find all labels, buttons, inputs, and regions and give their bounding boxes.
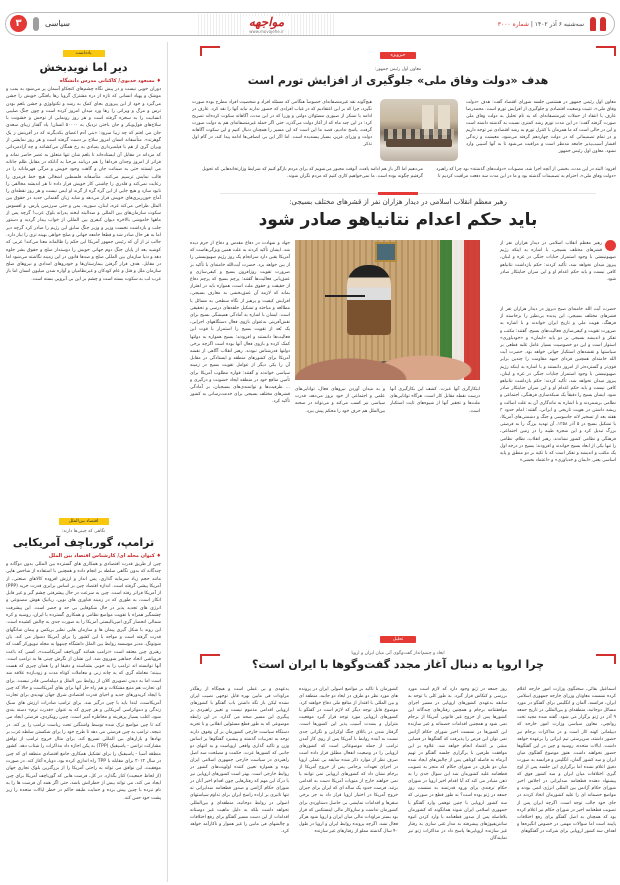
lead-story-kicker: رهبر معظم انقلاب اسلامی در دیدار هزاران نفر از قشرهای مختلف بسیجی: xyxy=(289,198,507,206)
economy-byline: ♦ کیوان محله ای/ کارشناس اقتصاد بین الملل xyxy=(48,553,161,559)
analysis-headline: چرا اروپا به دنبال آغاز مجدد گفت‌وگوها با ایران است؟ xyxy=(251,658,545,671)
frame-corner-left xyxy=(200,654,220,664)
economy-body: چین از طریق قدرت اقتصادی و همکاری های گسترده بین المللی بدون دوگانه و چندگانه که بدون نگاهی سلطه بر انجام داده و همچنین با استفاده از شاخص هایی مانند حجم زیاد سرمایه گذاری، پس انداز و ارزش افزوده کالاهای صنعتی، از آمریکا پیشی گرفته است. اندازه اقتصاد چین بر اساس برابری قدرت خرید (PPP) از آمریکا فراتر رفته است. چین به سرعت در حال پیشرفتی چشم گیر و غیر قابل انکار است، به طوری که در زمینه فناوری های نوین، رباتیک هوش مصنوعی و انرژی های تجدید پذیر در حال شکوفایی بی حد و حصر است. این پیشرفت چشمگیر همراه با تقویت مواضع نظامی و همکاری گسترده با ایران، روسیه و کره شمالی انحصار گری امپریالیستی آمریکا را به صورت جدی به چالش کشیده است. این روند با شکل گیری پیمان ها و سازمان هایی نظیر بریکس و پیمان شانگهای قدرت گرفته است و مواجه با این کشور را برای آمریکا دشوار می کند. یان شوتونگ، مدیر موسسه روابط بین الملل دانشگاه چینهوا به مجله نیویورکر گفت که رهبری چین معتقد است «ترامپ همانند گورباچف آمریکاست»، کسی که باعث فروپاشی اتحاد جماهیر شوروی شد. این نشان از نگرش چینی ها به ترامپ است. آنها توانسته اند ترامپ را به خوبی بشناسند و دقیقا او را همان چیزی که هست ببینند؛ معامله گری که به چانه زنی و معاملات کوتاه مدت و زودبازده علاقه مند است اما به دیدن تصویری کلان از روابط بین الملل و دیپلماسی قادر نیست. برای او، تجارت هم منبع مشکلات و هم راه حل آنها برای بقای آمریکاست و حالا که چین با ایجاد کریدورهای جدید و احیای قدرت اقتصادی شرق جهان تهدیدی برای تجارت آمریکاست، ابتدا باید با چین درگیر شد. برای ترامپ صادرات ارزش های سبک زندگی و دموکراسی آمریکایی و هر چیزی که به عنوان «قدرت نرم» دسته بندی شود، اغلب بسیار پرهزینه و مخاطره آمیز است. چنین رویکردی، فرصتی ایجاد می کند تا چین مواضع ترک شده توسط واشنگتن تحت ریاست ترامپ را پر کند. در نتیجه، ترامپ به چین فرصتی می دهد تا طرح خود را برای شکستن سلطه غرب بر نهادها و بازارهای بین المللی تسریع کند. برای مثال خروج ترامپ از توافق مشارکت ترانس - پاسیفیک (TPP) به پکن اجازه داد مذاکرات را شتاب دهد. کشور منطقه آسیا - پاسیفیک را برای تشکیل همکاری جامع اقتصادی منطقه ای که چین در سال ۲۰۱۲ برای مقابله با TPP راه اندازی کرده بود، دوباره آغاز کند. در صورت موفقیت، این توافق می تواند به راحتی آمریکا را از بزرگترین بلوک تجاری جهان (از لحاظ جمعیت) کنار بگذارد. در کل، فرصت هایی که گورباچف آمریکا برای چین ایجاد می کند، می تواند بیش از خطراتش باشد، حتی اگر همه آن فرصت ها را به نام نبرده با چنین پیش برده و حمایت طبقه حاکم در خطر ایالات متحده را زیر پشت خود حس کند. xyxy=(6,562,161,801)
section-emblem-icon xyxy=(33,17,39,31)
meeting-photo xyxy=(380,99,458,161)
top-story-columns xyxy=(190,99,616,163)
microphone xyxy=(325,295,365,297)
newspaper-logo[interactable]: مواجهه xyxy=(243,16,290,29)
news-tag: خبرویژه xyxy=(380,52,416,59)
frame-corner-right xyxy=(596,46,616,56)
economy-title: ترامپ، گورباچف آمریکایی xyxy=(12,536,155,549)
economy-subkicker: نگاهی که چینی‌ها دارند: xyxy=(61,529,106,534)
top-story-bottom xyxy=(190,166,616,180)
note-title: دیر اما نویدبخش xyxy=(39,61,128,74)
page-number-badge: ۳ xyxy=(10,15,27,32)
economy-article xyxy=(6,518,161,861)
top-news-story xyxy=(180,42,616,192)
lead-story-col-1: حضرت آیت الله خامنه‌ای صبح دیروز در دیدار هزاران نفر از قشرهای مختلف بسیجی، این پدیده بی‌نظیر را برخاسته از فرهنگ، هویت ملی و تاریخ ایران خواندند و با اشاره به ضرورت تقویت و کیفی‌سازی فعالیت‌های بسیج، گفتند: مکتب و تفکر و اندیشه بسیجی بر دو پایه «ایمان» و «خودباوری» استوار است و این دو خصوصیت بسیار عامل غلبه قطعی بر سیاستها و نقشه‌های استکبار جهانی خواهد بود. حضرت آیت الله خامنه‌ای همچنین فردای جبهه مقاومت را چندین برابر قوی‌تر و گسترده‌تر از امروز دانستند و با اشاره به اینکه رژیم صهیونیستی با وجود استمرار جنایات جنگی در غزه و لبنان، پیروز میدان نخواهد شد، تأکید کردند: حکم بازداشت نتانیاهو کافی نیست و باید حکم اعدام او و این سران جنایتکار صادر شود. ایشان بسیج را دقیقاً یک شبکه‌سازی فرهنگی، اجتماعی و نظامی برشمردند و با اشاره به ماندگاری آن به علت اصالت و ریشه داشتن در هویت تاریخی و ایرانی، گفتند: امام حدود ۳ هفته بعد از تسخیر لانه جاسوسی و جنگ و دشمنی‌های آمریکا، با تشکیل بسیج در ۵ آذر ۱۳۵۸، آن تهدید بزرگ را به فرصتی بزرگ تبدیل کرد و این شجره طیبه را در زمین اجتماعی، فرهنگی و نظامی کشور نشاندند. رهبر انقلاب، نظام، نظامی را تنها یکی از ابعاد بسیج خواندند و افزودند: بسیج در درجه اول یک مکتب و اندیشه و تفکر است که با تکیه بر دو منطق و پایه اساسی یعنی «ایمان و خدباوری» و «اعتماد بخشی» xyxy=(500,307,616,464)
lead-story-col-4: جهاد و شهادت در دفاع مقدس و دفاع از حرم دیده شد. ایشان تأکید کردند به علت همین ویژگی‌هاست که آمریکا یقین دارد سرانجام یک روز رژیم صهیونیستی را از بین خواهد برد. حضرت آیت‌الله خامنه‌ای با تأکید بر ضرورت تقویت روزافزون بسیج و کیفی‌سازی و عمق‌یابی فعالیت‌ها گفتند: پرچم بسیج که پرچم دفاع از حقیقت و حقوق ملت است، همواره باید در اهتزاز بماند که لازمه آن عمق‌بخشی به معارف بسیجی، افزایش کیفیت و پرهیز از نگاه سطحی به مسائل با مطالعه و مباحثه و تشکیل حلقه‌های درسی و تحقیقی است. ایشان با اشاره به آمادگی همیشگی بسیج برای نقش‌آفرینی به‌عنوان بازوی فعال دستگاههای اجرایی، یک بُعد از تقویت بسیج را استمرار با قوت این فعالیت‌ها دانستند و افزودند: بسیج همواره به دولتها کمک کرده و بازوی فعال آنها بوده است اگرچه برخی دولتها قدرشناس نبودند. رهبر انقلاب آگاهی از نقشه آمریکا برای کشورهای منطقه و ایستادگی در مقابل آن را یکی دیگر از عوامل تقویت بسیج در زمینه سیاسی خواندند و گفتند: قواره مطلوب آمریکا برای تأمین منافع خود در منطقه ایجاد خشونت و درگیری و ... ظرفیت‌ها و توانمندی‌های بسیجیان، بر آمادگی قشرهای مختلف بسیجی برای خدمت‌رسانی به کشور تأکید کرد. xyxy=(190,241,290,405)
speaker-figure xyxy=(347,265,391,335)
section-divider-accent xyxy=(378,192,418,195)
left-column xyxy=(0,42,168,882)
frame-corner-right xyxy=(596,654,616,664)
lead-story-intro: رهبر معظم انقلاب اسلامی در دیدار هزاران نفر از قشرهای مختلف بسیجی، با اشاره به اینکه رژیم صهیونیستی با وجود استمرار جنایات جنگی در غزه و لبنان، پیروز میدان نخواهد شد، تأکید کردند: حکم بازداشت نتانیاهو کافی نیست و باید حکم اعدام او و این سران جنایتکار صادر شود. xyxy=(500,241,616,283)
masthead xyxy=(5,12,615,36)
analysis-col-3: کشورمان با تاکید بر مواضع اصولی ایران در پرونده های مورد نظر دو طرف در ابعاد دو جانبه، منطقه ای و بین المللی با اقتدار از منافع ملی دفاع خواهند کرد. موضوع قابل توجه دیگر که لازم است در گفتگو با کشورهای اروپایی مورد توجه قرار گیرد موقعیت متزلزل و بشدت آسیب پذیر این کشورها است. گرفتار شدن در باتلاق جنگ اوکراین و نگرانی جدی نسبت به آینده روابط با آمریکا پس از روی کار آمدن ترامپ از جمله موضوعاتی است که کشورهای اروپایی را در وضعیت انفعال مطلق قرار داده است صرف نظر از موارد ذکر شده سابقه بی عملی اروپا در اجرای تعهدات برجامی پس از خروج آمریکا از برجام نشان داد که کشورهای اروپایی نمی توانند یا نمی خواهند خارج از منویات آمریکا دست به اقدامی بزنند. فرصت حدود یک ساله ای که ایران برای جبران خروج آمریکا در اختیار اروپا قرار داد به جز برخی سفرها و اقدامات نمایشی بی حاصل دستاوردی برای کشورمان نداشت و سازوکار مالی اینستکس که قرار بود بستر مراودات مالی میان ایران و اروپا شود هرگز فعال نشد. اگرچه پرونده روابط ایران و اروپا در طول ۴۰ سال گذشته مملو از رفتارهای غیر سازنده xyxy=(299,687,398,834)
leader-photo xyxy=(295,240,480,380)
lead-story-headline: باید حکم اعدام نتانیاهو صادر شود xyxy=(258,210,538,230)
lead-intro-icon xyxy=(605,240,616,251)
analysis-col-2: روز جمعه در ژنو وجود دارد که لازم است مورد بررسی و کنکاش قرار گیرد. به طور کلی با توجه به سابقه بدعهدی کشورهای اروپایی در مسیر اجرای موافقتنامه برجام و همچنین رفتارهای چندگانه این کشورها پس از خروج غیر قانونی آمریکا از برجام نمی شود و همچنین اقدامات خصمانه و غیر سازنده این کشورها در نشست اخیر شورای حکام آژانس نمی توان این فرض را پذیرفت که گفتگوها در فضایی مبتنی بر اعتماد انجام خواهد شد. علاوه بر این موافقت طرفین با برگزاری جلسه گفتگو در تهیم آنرماه به فاصله کوتاهی پس از چالش‌های ایجاد شده میان دو طرف در شورای حکام که منجر به تصویب قطعنامه علیه کشورمان شد این سوال جدی را به ذهن متبادر می کند که آیا اقدام اخیر اروپا در شورای حکام ترفندی برای ورود قدرتمند به نشست روز جمعه در ژنو بوده است؟ به طور قطع در صورتی که سه کشور اروپایی با چنین توهمی وارد گفتگو با جمهوری اسلامی ایران شوند همانگونه که کشورمان بلافاصله پس از صدور قطعنامه با وارد کردن انبوه سانتریفیوژهای پیشرفته به مدار غنی سازی به رفتار غیر سازنده اروپایی‌ها پاسخ داد در مذاکرات ژنو نیز نمایندگان xyxy=(408,687,507,841)
analysis-col-1: اسماعیل بقائی، سخنگوی وزارت امور خارجه اعلام کرده نشست معاونان وزرای خارجه جمهوری اسلامی ایران، فرانسه، آلمان و انگلیس برای گفتگو در مورد مسائل دوجانبه، منطقه‌ای و بین‌المللی در تاریخ جمعه ۹ آذر در ژنو برگزار می شود. گفته شده مجید تخت روانچی، معاون سیاسی وزارت امور خارجه که دیپلماتی کهنه کار است و در مذاکرات برجام نیز حضور داشته، سرپرستی تیم ایرانی را برعهده خواهد داشت. ایالات متحده، روسیه و چین در این گفتگوها حضور نخواهند داشت. هنوز موضوع گفتگوی میان ایران و سه کشور آلمان، انگلیس و فرانسه به صورت دقیق اعلام نشده اما برگزاری این جلسه پس از اوج گیری اختلافات میان ایران و سه کشور فوق که پیشنهاد دهنده قطعنامه ضدایرانی در اجلاس اخیر شورای حکام آژانس بین المللی انرژی اتمی بودند و مواضع خصمانه ای را علیه کشورمان اتخاذ کردند در جای خود جالب توجه است. اگرچه ایران پس از تصویب قطعنامه اخیر در شورای حکام نیز اعلام کرده بود که همچنان به اصل گفتگو برای رفع اختلافات پایبند است اما سوالات مهمی در خصوص انگیزه‌ها و اهداف سه کشور اروپایی برای شرکت در گفتگوهای xyxy=(517,687,616,834)
issue-date: سه‌شنبه ۶ آذر ۱۴۰۲ | شماره ۳۰۰۰ xyxy=(497,20,584,28)
analysis-story xyxy=(180,636,616,885)
newspaper-emblem-icon xyxy=(590,16,606,32)
top-story-wide-right: افزود: البته در این مدت، بخشی از آنچه اجرا شد، مصوبات «دولت‌های گذشته» بود چرا که راهبرد «دولت وفاق ملی»، احترام به تصمیمات گذشته بود و ما در این مدت سه دفعت مراقبت کردیم تا xyxy=(436,167,616,179)
analysis-col-4: بدعهدی و بی عملی است و هیچگاه از رهگذر مراودات فی مابین بهره قابل توجهی نصیب ایران نشده لیکن باز نگه داشتن باب گفتگو با کشورهای اروپایی اقدامی مذموم نیست و تغییر راهبردی بر پیگیری این مسیر صحه می گذارد. در این رابطه موضوعی که به طور قطع مسئولین انقلابی و با تجربه دستگاه سیاست خارجی کشورمان بر آن وقوف دارند توجه به تجربیات گذشته و پیشبرد گفتگوها بر اساس وزن و تاکید گذاری واقعی اروپاست و به انتهای دو جانبی که کشورها عزت، حکمت و مصلحت سه اصل راهبردی در سیاست خارجی جمهوری اسلامی ایران بوده و همواره تعیین کننده اولویت‌های کشور در روابط خارجی است. بهتر است کشورهای اروپایی نیز با درک این مهم که رفتارهایی چون اقدام اخیر آنان در شورای حکام آژانس و صدور قطعنامه ضدایرانی نه تنها تاثیری بر اراده راسخ ایران برای تداوم سیاستهای اصولی در روابط دوجانبه، منطقه‌ای و بین‌المللی نخواهد داشت بلکه به دلیل ماهیت غیر دوستانه اقدامات از این دست مسیر گفتگو برای رفع اختلافات و چالشهای فی مابین را غیر هموار و ناکارآمد خواهد کرد. xyxy=(190,687,289,834)
note-body: دوران خوبی نیست و در پیش نگاه چشم‌های کنجکاو آسمان پر می‌شود به بمب و موشک و پهپاد انسانی که تازه از دره مشترک گرویا رها یافتگی خویش را جشن می‌گیرد و خود از این پیروزی بجای کمک به رشد و تکنولوژی و جشن بلغم بودن ترس و مرگ و ویرانی را رها ورد میدان امروز کرده است و چون جنگ صلیبی انسانیت را به سخره گرفته است و هر روز رونمایی از توحش و خشونت با سلاح‌های فول‌ویکر و جان باختن نزدیک به ۵۰۰۰۰ انسان! یاد گفتار زیبای سعدی جان می افتم که چه زیبا سرود: «بنی آدم اعضای یکدیگرند که در آفرینش ز یک گوهرند». متأسفانه انسان امروز سلاح بر دست گرفته است و هر روز نمایشی از ویران گری از هم با فیلمبرداری یمیادی به رخ همگان می‌کشانند و چه آزادمردانی که مردانه در مقابل آن ایستاده‌اند تا بلغم شان تنها متعلق به عصر حاضر نماند و فراتر از امروز وجدان فرداها را هم دریابند مرحبا به آنانکه در مقابل ظلم جانانه می ایستند حتی به ضمانت جان و گاهت وجود خویش و مرگی قهرمانانه را در قالب نمایش ترسیم می‌کنند. متأسفانه فلسطین اشغالی هیچ خط قرمزی را رعایت نمی‌کند و قلدری را چاشنی کار خویش قرار داده تا هر اندیشه مخالفی را نابود سازد و هیچ جایی از این گره گره از گزند او ایمن نیست و هر روز نقطه‌ای را آماج خون‌ریزی‌های خویش قرار می‌دهد و شاید زبان گفتمانی جدید در حقوق بین الملل طراحی می‌کند غزه، لبنان، سوریه، یمن و حتی سرزمین پارس. و افسوس سکوت سازمان‌های بین المللی و صدالبته لبخند پدرانه بلوک غرب! گرچه پس از ماهها خاموشی بالاخره دیوان کیفری بین المللی از خواب بیدار گردید و دستور جلب و بازداشت نخست وزیر و وزیر جنگ سابق این رژیم را صادر کرد گرچه دیر اما به هر حال صادر شد و قطعا جامعه جهانی و صلح خواهی بهینه تری را نیاز دارد. جالب تر از آن که رئیس جمهور آمریکا این حکم را ظالمانه معنا می‌کند! غربی که کوشید بعد از پایان جنگ دوم جهانی خویش را دوستدار صلح و حقوق بشر جلوه دهد و دنیا سازمان بین المللی صلح و صدها قانون در این زمینه نگاشته می‌شود اما در مقابل. هدف قرار گرفتن بیمارستان‌ها و خودروهای امدادی و نیروهای صلح سازمان ملل و قتل و عام کودکان و غیرنظامیان و آواره شدن میلیون انسان اما باز غرب لب به سکوت بسته است و چشم بر این بی آبرویی بسته است. xyxy=(6,87,161,282)
page-section-block xyxy=(10,15,70,32)
economy-kicker-tag: اقتصاد بین‌الملل xyxy=(59,518,109,525)
issue-number: شماره ۳۰۰۰ xyxy=(497,20,529,28)
top-story-wide-left: می‌دهیم اما اگر باز هم ادامه یافت، آنوقت مجبور می‌شویم که برای مردم بازگو کنیم که شرایط وزارتخانه‌هایی که تحویل گرفتیم چگونه بوده است. ما نمی‌خواهیم کاری کنیم که مردم نگران شوند. xyxy=(201,167,423,179)
lead-story-col-3: و به میدان آوردن نیروهای فعال، توانایی‌های علمی و اجتماعی از خود بروز می‌دهد، قدرت سیاسی نیز کسب می‌کند و می‌تواند در صحنه بین‌الملل هم حرف خود را محکم پیش ببرد. xyxy=(295,387,385,414)
lead-story xyxy=(180,198,616,628)
top-story-col-left: هیچ‌گونه نقد غیرمنصفانه‌ای خصوصاً هنگامی که مسئله افراد و شخصیت افراد مطرح بوده صورت نگیرد، چرا که بر این اعتقادیم که در غیاب افرادی که حضور ندارند نباید آنها را نقد کرد. عارف در ادامه با تشکر از صبوری مسئولان دولتی و وزرا که در این مدت، آگاهانه سکوت کرده‌اند تصریح کرد: در این چند ماه که از آغاز دولت می‌گذرد، حتی اگر حمله غیرمنصفانه‌ای هم به دولت صورت گرفت، پاسخ ندادیم، قصد ما این است که این مسیر را همچنان دنبال کنیم و این سکوت آگاهانه دولت و وزرای عزیز، بسیار پسندیده است. اما اگر این بی انصافی‌ها ادامه پیدا کند، در گام اول تذکر xyxy=(192,100,372,147)
logo-block[interactable] xyxy=(198,14,335,35)
analysis-columns xyxy=(190,686,616,885)
note-article xyxy=(6,50,161,510)
note-byline: ♦ مسعود خدیوی/ کاکتانی مدرس دانشگاه xyxy=(59,78,161,84)
analysis-kicker: ابعاد و چشم‌انداز گفت‌وگوی آتی میان ایران و اروپا xyxy=(351,651,445,656)
lead-story-col-2: ابتکارگری آنها عبرت. کشف این بکارگیری آنها درست نقطه مقابل کار است. هرگاه توانایی‌های ملت‌ها و تحقیر آنها از شیوه‌های ثابت استکبار است. xyxy=(390,387,480,414)
note-kicker-tag: یادداشت xyxy=(63,50,105,57)
top-story-col-right: معاون اول رئیس جمهور در هشتمین جلسه شورای اقتصاد گفت: هدف «دولت وفاق ملی»، تثبیت وضعیت اقتصادی و جلوگیری از افزایش تورم است. محمدرضا عارف با انتقاد از حملات غیرمنصفانه‌ای که به نام تحلیل به دولت وفاق ملی صورت گرفته گفت: در این مدت تورم رشد کمتری نسبت به گذشته داشته است و این در حالی است که ما همزمان با کنترل تورم به رشد اقتصادی نیز توجه داریم و در تمام تصمیماتی که در دولت چهاردهم گرفته می‌شود، معیشت و زندگی اقشار آسیب‌پذیر جامعه مدنظر است و مراقبت می‌شود تا به آنها آسیبی وارد نشود. معاون اول رئیس جمهور xyxy=(466,100,616,154)
section-name: سیاسی xyxy=(45,19,70,28)
crowd xyxy=(295,330,480,380)
frame-corner-left xyxy=(200,46,220,56)
masthead-date-block xyxy=(498,16,606,32)
lead-story-columns xyxy=(180,240,616,628)
portrait-frame xyxy=(375,242,397,262)
analysis-tag: تحلیل xyxy=(380,636,416,643)
top-story-headline: هدف «دولت وفاق ملی» جلوگیری از افزایش تورم است xyxy=(247,74,549,87)
website-url: www.movajehe.ir xyxy=(246,29,286,34)
top-story-kicker: معاون اول رئیس جمهور: xyxy=(374,67,422,72)
